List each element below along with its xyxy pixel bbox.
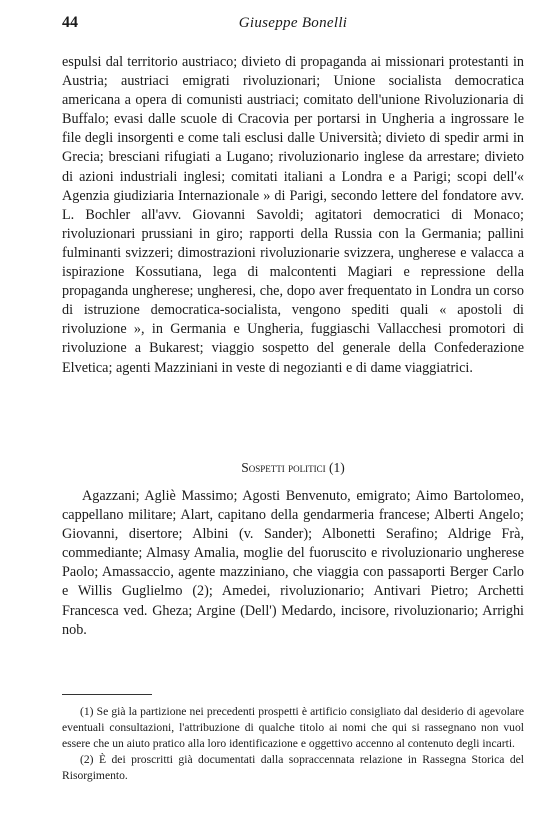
page-header	[62, 14, 524, 36]
footnote-reference: (1)	[329, 460, 345, 475]
body-paragraph-1	[62, 53, 524, 378]
section-title: Sospetti politici	[241, 460, 326, 475]
body-paragraph-2	[62, 487, 524, 640]
footnote-divider	[62, 694, 152, 695]
paragraph-text: espulsi dal territorio austriaco; divieto di propaganda ai missionari protestanti in Austria; austriaci emigrati rivoluzionari; Unione socialista democratica americana a opera di comunisti austriaci; comitato dell'unione Rivoluzionaria di Buffalo; evasi dalle scuole di Cracovia per portarsi in Ungheria a ingrossare le file degli insorgenti e come tali esclusi dalle Università; divieto di spedir armi in Grecia; bresciani rifugiati a Lugano; rivoluzionario inglese da arrestare; divieto di azioni industriali inglesi; comitati italiani a Londra e a Parigi; scopi dell'« Agenzia giudiziaria Internazionale » di Parigi, secondo lettere del fondatore avv. L. Bochler all'avv. Giovanni Savoldi; agitatori democratici di Monaco; rivoluzionari prussiani in giro; rapporti della Russia con la Germania; pallini fulminanti svizzeri; dimostrazioni rivoluzionarie svizzera, ungherese e valacca a ispirazione Kossutiana, lega di malcontenti Magiari e repressione della propaganda ungherese; ungheresi, che, dopo aver frequentato in Londra un corso di istruzione democratica-socialista, vengono spediti quali « apostoli di rivoluzione », in Germania e Ungheria, fuggiaschi Vallacchesi promotori di rivoluzione a Bukarest; viaggio sospetto del generale della Confederazione Elvetica; agenti Mazziniani in veste di negozianti e di dame viaggiatrici.	[62, 54, 524, 376]
footnotes	[62, 704, 524, 784]
running-head: Giuseppe Bonelli	[238, 15, 348, 31]
footnote-1: (1) Se già la partizione nei precedenti prospetti è artificio consigliato dal desiderio di agevolare eventuali consultazioni, l'attribuzione di qualche titolo ai nomi che qui si rassegnano non vuol essere che un aiuto pratico alla loro identificazione e oggettivo accenno al contenuto degli incarti.	[62, 705, 524, 750]
page-number: 44	[62, 14, 78, 31]
footnote-2: (2) È dei proscritti già documentati dalla sopraccennata relazione in Rassegna Storica del Risorgimento.	[62, 753, 524, 782]
section-heading	[62, 460, 524, 476]
paragraph-text: Agazzani; Agliè Massimo; Agosti Benvenuto, emigrato; Aimo Bartolomeo, cappellano militare; Alart, capitano della gendarmeria francese; Alberti Angelo; Giovanni, disertore; Albini (v. Sander); Albonetti Serafino; Aldrige Frà, commediante; Almasy Amalia, moglie del fuoruscito e rivoluzionario ungherese Paolo; Amassaccio, agente mazziniano, che viaggia con passaporti Berger Carlo e Willis Guglielmo (2); Amedei, rivoluzionario; Antivari Pietro; Archetti Francesca ved. Gheza; Argine (Dell') Medardo, incisore, rivoluzionario; Arrighi nob.	[62, 488, 524, 638]
